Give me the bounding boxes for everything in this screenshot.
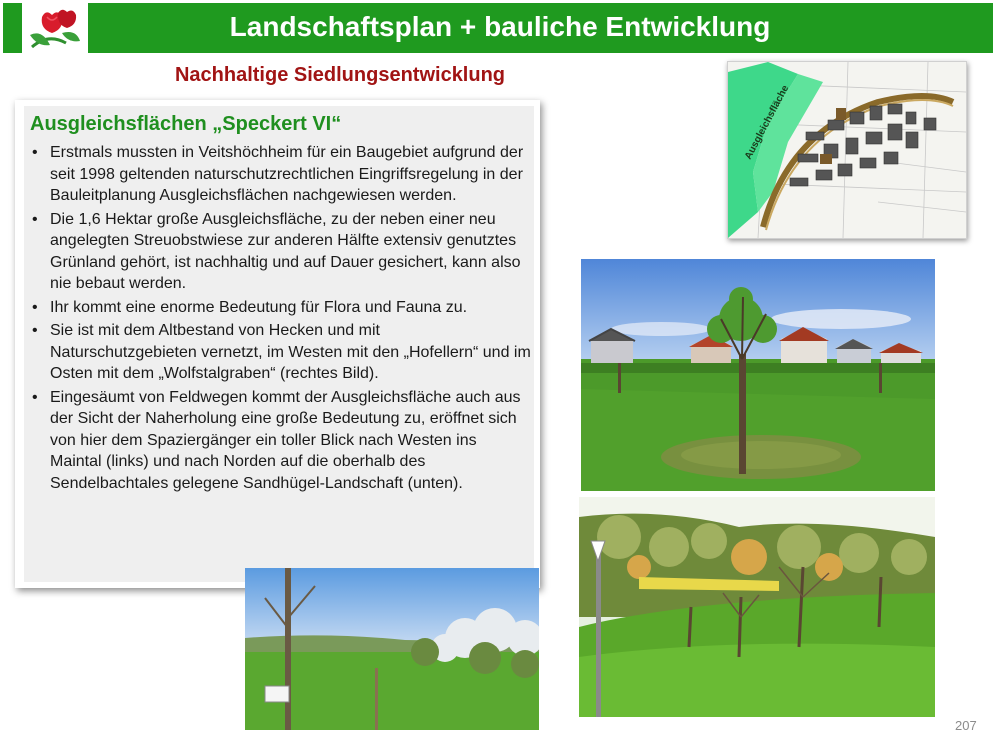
- bullet-item: • Eingesäumt von Feldwegen kommt der Ausgleichsfläche auch aus der Sicht der Naherholung eine große Bedeutung zu, eröffnet sich von hier dem Spaziergänger ein toller Blick nach Westen ins Maintal (links) und nach Norden auf die oberhalb des Sendelbachtales gelegene Sandhügel-Landschaft (unten).: [28, 387, 531, 495]
- bullet-item: • Erstmals mussten in Veitshöchheim für ein Baugebiet aufgrund der seit 1998 geltenden naturschutzrechtlichen Eingriffsregelung in der Bauleitplanung Ausgleichsflächen nachgewiesen werden.: [28, 142, 531, 207]
- text-panel-background: [24, 106, 534, 582]
- bullet-list: [28, 142, 531, 496]
- bullet-item: • Ihr kommt eine enorme Bedeutung für Flora und Fauna zu.: [28, 297, 531, 319]
- photo-maintal-view: [245, 568, 539, 730]
- photo-orchard-houses: [581, 259, 935, 491]
- bullet-item: • Die 1,6 Hektar große Ausgleichsfläche, zu der neben einer neu angelegten Streuobstwiese zur anderen Hälfte extensiv genutztes Grünland gehört, ist nachhaltig und auf Dauer gesichert, kann also nie bebaut werden.: [28, 209, 531, 295]
- slide-subtitle: Nachhaltige Siedlungsentwicklung: [174, 64, 506, 86]
- tulip-logo-icon: [22, 3, 88, 53]
- bullet-item: • Sie ist mit dem Altbestand von Hecken und mit Naturschutzgebieten vernetzt, im Westen mit den „Hofellern“ und im Osten mit dem „Wolfstalgraben“ (rechtes Bild).: [28, 320, 531, 385]
- text-panel: [15, 100, 540, 588]
- text-panel-heading: Ausgleichsflächen „Speckert VI“: [30, 113, 342, 135]
- slide-title: Landschaftsplan + bauliche Entwicklung: [229, 11, 771, 42]
- page-number: 207: [955, 718, 977, 733]
- site-plan-map: [727, 61, 967, 239]
- photo-hillside-meadow: [579, 497, 935, 717]
- map-label: Ausgleichsfläche: [742, 83, 792, 162]
- logo: [22, 3, 88, 53]
